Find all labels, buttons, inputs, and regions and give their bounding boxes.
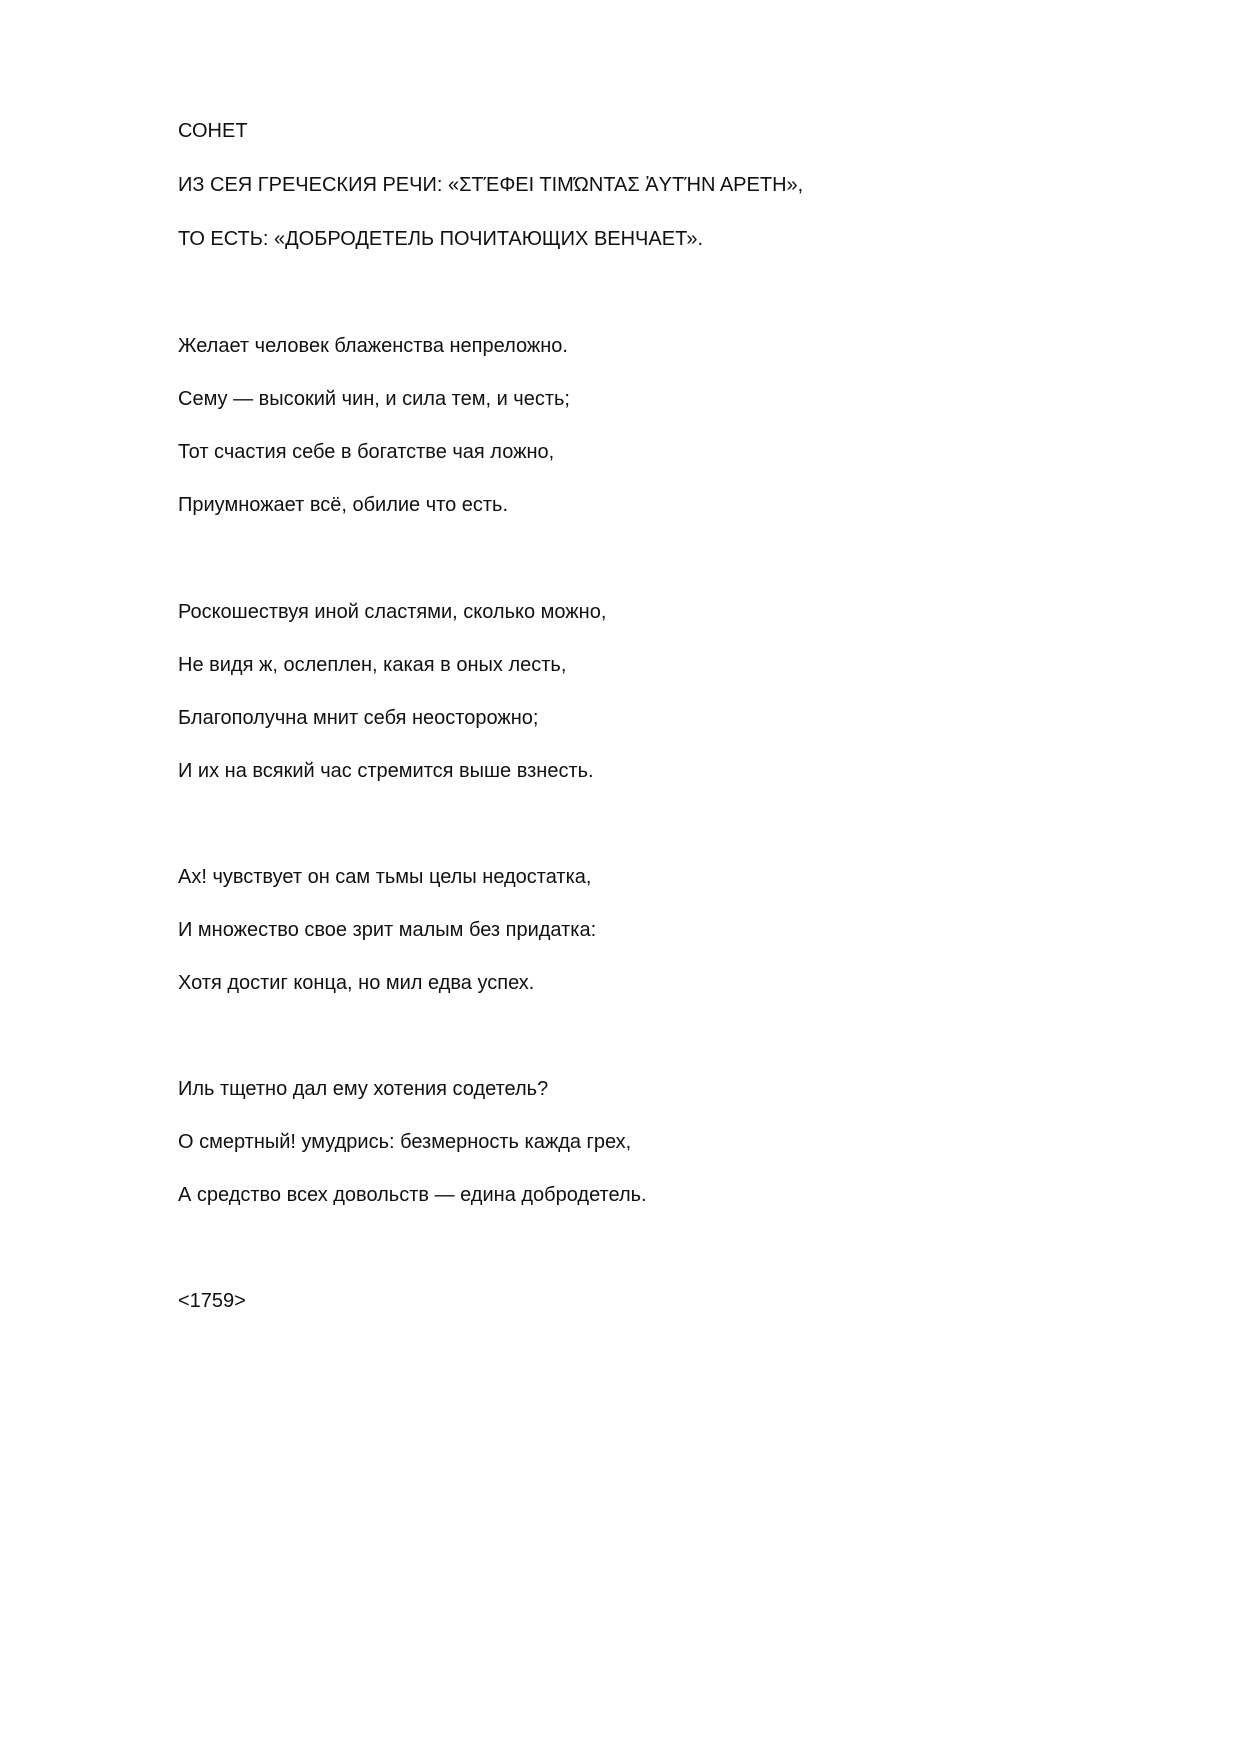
- poem-line: Желает человек блаженства непреложно.: [178, 335, 568, 357]
- poem-subtitle-translation: ТО ЕСТЬ: «ДОБРОДЕТЕЛЬ ПОЧИТАЮЩИХ ВЕНЧАЕТ».: [178, 228, 704, 250]
- poem-line: И их на всякий час стремится выше взнесть.: [178, 760, 594, 782]
- poem-line: Благополучна мнит себя неосторожно;: [178, 707, 539, 729]
- poem-line: Иль тщетно дал ему хотения содетель?: [178, 1078, 549, 1100]
- poem-line: Роскошествуя иной сластями, сколько можно,: [178, 601, 607, 623]
- poem-line: И множество свое зрит малым без придатка:: [178, 919, 597, 941]
- poem-line: Хотя достиг конца, но мил едва успех.: [178, 972, 535, 994]
- poem-subtitle-greek: ИЗ СЕЯ ГРЕЧЕСКИЯ РЕЧИ: «ΣΤΈΦΕΙ ΤΙΜΏΝΤΑΣ ἈΥΤΉΝ ΑΡΕΤΗ»,: [178, 174, 804, 196]
- poem-line: Тот счастия себе в богатстве чая ложно,: [178, 441, 555, 463]
- poem-line: Ах! чувствует он сам тьмы целы недостатка,: [178, 866, 592, 888]
- poem-date: <1759>: [178, 1290, 246, 1312]
- poem-heading: СОНЕТ: [178, 120, 248, 142]
- poem-line: Приумножает всё, обилие что есть.: [178, 494, 509, 516]
- poem-line: Сему — высокий чин, и сила тем, и честь;: [178, 388, 570, 410]
- poem-line: О смертный! умудрись: безмерность кажда грех,: [178, 1131, 632, 1153]
- poem-line: Не видя ж, ослеплен, какая в оных лесть,: [178, 654, 567, 676]
- poem-line: А средство всех довольств — едина добродетель.: [178, 1184, 647, 1206]
